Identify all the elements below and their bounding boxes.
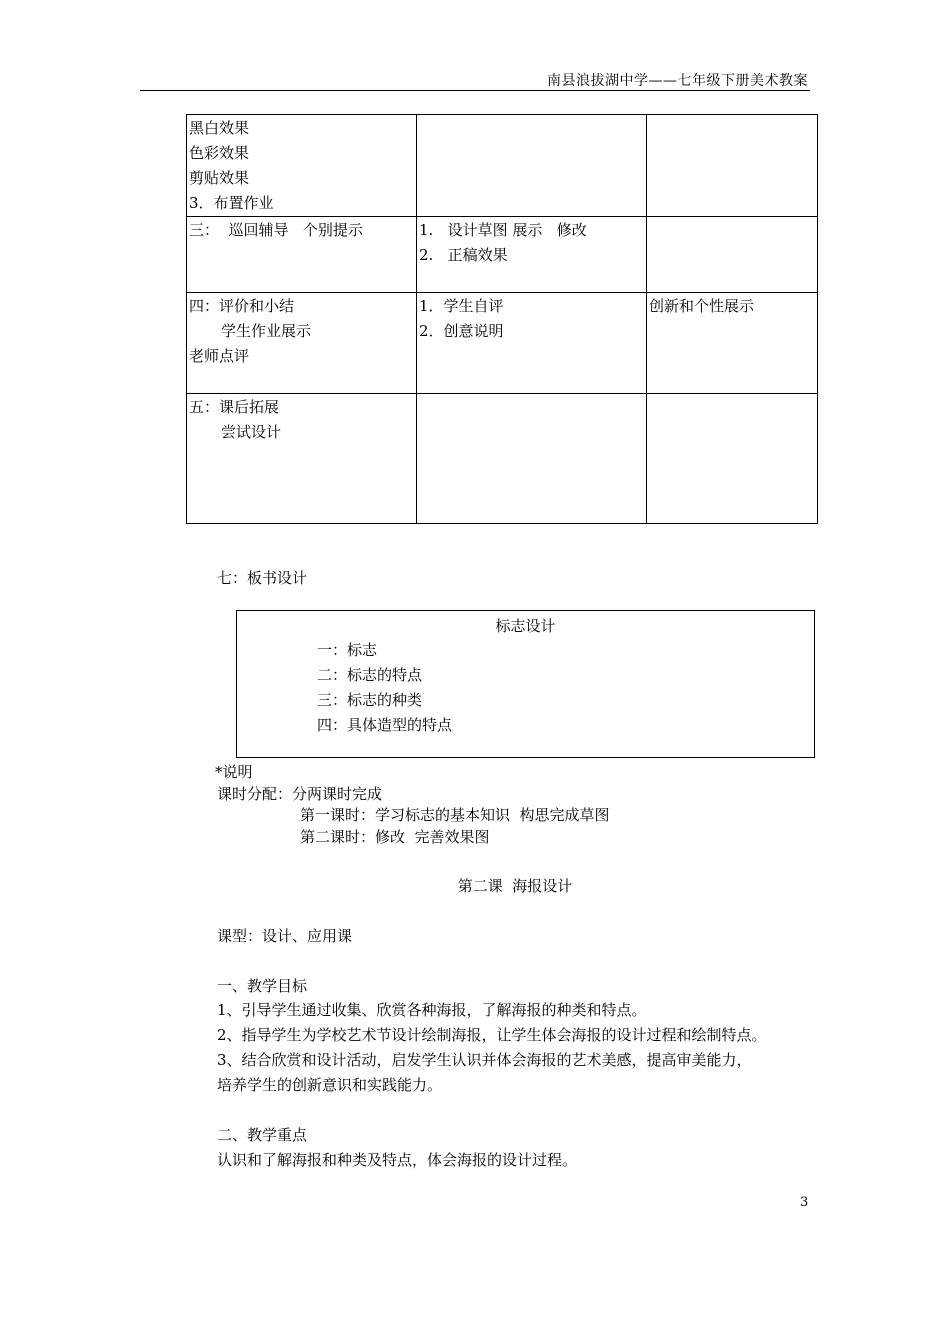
- board-item: 四：具体造型的特点: [317, 716, 453, 734]
- table-cell: [647, 217, 818, 293]
- lesson2-type: 课型：设计、应用课: [217, 927, 353, 945]
- cell-line: 创新和个性展示: [649, 297, 755, 315]
- table-cell: [417, 115, 647, 217]
- table-cell: [187, 217, 417, 293]
- table-cell: [187, 115, 417, 217]
- notes-label: *说明: [215, 763, 253, 781]
- table-cell: [647, 394, 818, 524]
- cell-line: 2. 正稿效果: [419, 246, 508, 264]
- board-item: 三：标志的种类: [317, 691, 423, 709]
- cell-line: 五：课后拓展: [189, 398, 280, 416]
- board-item: 一：标志: [317, 641, 378, 659]
- table-row: [187, 115, 818, 217]
- goal-item-continued: 培养学生的创新意识和实践能力。: [217, 1076, 443, 1094]
- cell-line: 老师点评: [189, 347, 250, 365]
- notes-lesson2: 第二课时：修改 完善效果图: [300, 828, 490, 846]
- cell-line: 尝试设计: [221, 423, 282, 441]
- goal-item: 1、引导学生通过收集、欣赏各种海报，了解海报的种类和特点。: [217, 1001, 647, 1019]
- key-text: 认识和了解海报和种类及特点，体会海报的设计过程。: [217, 1151, 578, 1169]
- key-heading: 二、教学重点: [217, 1126, 308, 1144]
- cell-line: 学生作业展示: [221, 322, 312, 340]
- page-number: 3: [800, 1195, 809, 1210]
- cell-line: 2．创意说明: [419, 322, 504, 340]
- lesson-table: [186, 114, 818, 524]
- header-rule: [140, 90, 810, 91]
- notes-lesson1: 第一课时：学习标志的基本知识 构思完成草图: [300, 806, 610, 824]
- table-row: [187, 293, 818, 394]
- board-item: 二：标志的特点: [317, 666, 423, 684]
- board-design-box: [236, 610, 815, 758]
- cell-line: 1．学生自评: [419, 297, 504, 315]
- cell-line: 剪贴效果: [189, 169, 250, 187]
- table-cell: [187, 293, 417, 394]
- header-title: 南县浪拔湖中学——七年级下册美术教案: [547, 73, 808, 89]
- cell-line: 1. 设计草图 展示 修改: [419, 221, 587, 239]
- table-cell: [417, 217, 647, 293]
- notes-allocation: 课时分配：分两课时完成: [217, 785, 383, 803]
- goals-heading: 一、教学目标: [217, 977, 308, 995]
- cell-line: 四：评价和小结: [189, 297, 295, 315]
- cell-line: 黑白效果: [189, 119, 250, 137]
- table-cell: [647, 115, 818, 217]
- cell-line: 色彩效果: [189, 144, 250, 162]
- table-cell: [417, 394, 647, 524]
- lesson2-title: 第二课 海报设计: [457, 877, 573, 895]
- cell-line: 3．布置作业: [189, 194, 274, 212]
- cell-line: 三： 巡回辅导 个别提示: [189, 221, 363, 239]
- table-row: [187, 217, 818, 293]
- table-row: [187, 394, 818, 524]
- goal-item: 3、结合欣赏和设计活动，启发学生认识并体会海报的艺术美感，提高审美能力，: [217, 1051, 752, 1069]
- board-title: 标志设计: [495, 617, 556, 635]
- board-heading: 七：板书设计: [217, 569, 308, 587]
- goal-item: 2、指导学生为学校艺术节设计绘制海报，让学生体会海报的设计过程和绘制特点。: [217, 1026, 767, 1044]
- table-cell: [417, 293, 647, 394]
- table-cell: [187, 394, 417, 524]
- table-cell: [647, 293, 818, 394]
